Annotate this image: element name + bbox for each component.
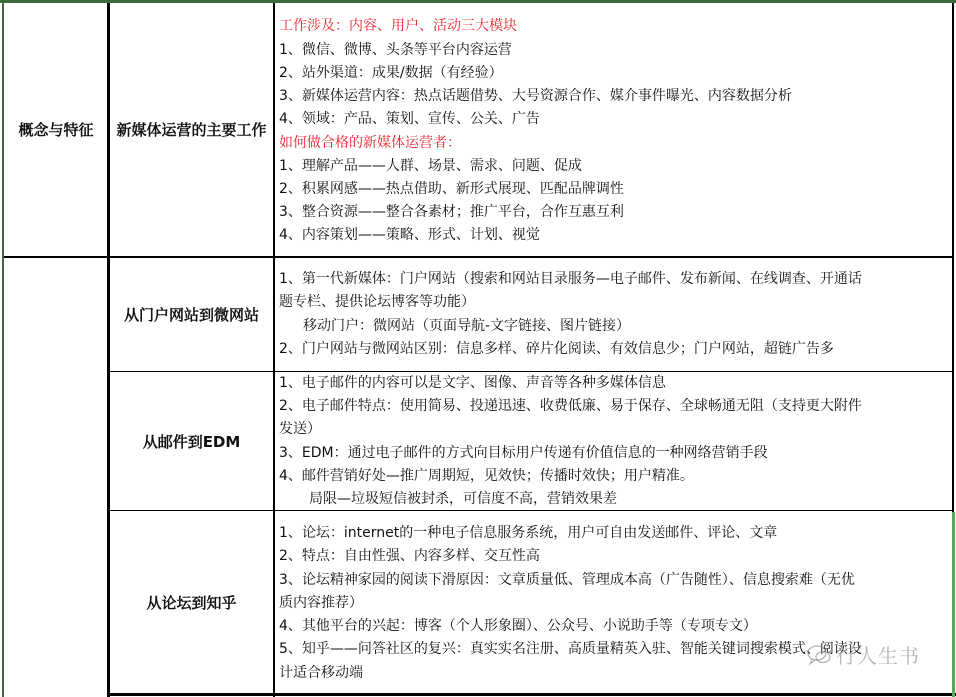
subcategory-label: 从门户网站到微网站 [123,306,259,324]
content-line: 1、第一代新媒体：门户网站（搜索和网站目录服务—电子邮件、发布新闻、在线调查、开通话 [279,271,862,288]
content-line: 1、理解产品——人群、场景、需求、问题、促成 [279,157,582,174]
subcategory-cell[interactable] [110,512,273,693]
border-horizontal [107,510,954,511]
content-line: 1、论坛：internet的一种电子信息服务系统，用户可自由发送邮件、评论、文章 [279,525,778,542]
content-line: 2、电子邮件特点：使用简易、投递迅速、收费低廉、易于保存、全球畅通无阻（支持更大附件 [279,398,862,415]
content-cell[interactable] [275,258,952,371]
content-line: 发送） [279,421,321,438]
border-horizontal [107,371,954,372]
subcategory-label: 从邮件到EDM [142,433,241,451]
content-line: 题专栏、提供论坛博客等功能） [279,294,475,311]
watermark [806,640,920,669]
content-line: 质内容推荐） [279,594,363,611]
grid-edge-left [2,0,4,697]
subcategory-label: 新媒体运营的主要工作 [116,121,267,139]
selection-edge-right [952,512,955,697]
content-cell[interactable] [275,3,952,256]
border-vertical [273,0,275,697]
content-line: 1、微信、微博、头条等平台内容运营 [279,41,512,58]
watermark-text: 行人生书 [836,644,920,668]
content-line: 4、领域：产品、策划、宣传、公关、广告 [279,111,540,128]
content-line: 2、门户网站与微网站区别：信息多样、碎片化阅读、有效信息少；门户网站，超链广告多 [279,340,834,357]
content-line: 局限—垃圾短信被封杀，可信度不高，营销效果差 [309,490,617,507]
content-line: 3、EDM：通过电子邮件的方式向目标用户传递有价值信息的一种网络营销手段 [279,444,768,461]
content-line: 3、论坛精神家园的阅读下滑原因：文章质量低、管理成本高（广告随性）、信息搜索难（无优 [279,571,855,588]
content-line: 2、站外渠道：成果/数据（有经验） [279,64,503,81]
category-cell-history[interactable] [4,258,108,697]
subcategory-cell[interactable] [110,373,273,510]
border-vertical [107,0,110,697]
content-line: 如何做合格的新媒体运营者： [279,134,461,151]
content-line: 计适合移动端 [279,664,363,681]
grid-edge-top [0,0,956,3]
content-line: 5、知乎——问答社区的复兴：真实实名注册、高质量精英入驻、智能关键词搜索模式、阅读设 [279,641,862,658]
content-line: 4、内容策划——策略、形式、计划、视觉 [279,227,540,244]
content-cell[interactable] [275,373,952,510]
content-line: 3、新媒体运营内容：热点话题借势、大号资源合作、媒介事件曝光、内容数据分析 [279,88,792,105]
content-line: 3、整合资源——整合各素材；推广平台，合作互惠互利 [279,204,624,221]
subcategory-label: 从论坛到知乎 [146,594,237,612]
category-label: 概念与特征 [18,121,94,139]
category-cell-concept[interactable] [4,3,108,256]
content-line: 4、邮件营销好处—推广周期短，见效快；传播时效快；用户精准。 [279,467,694,484]
border-horizontal [4,256,954,258]
border-horizontal [107,693,956,696]
content-line: 4、其他平台的兴起：博客（个人形象圈）、公众号、小说助手等（专项专文） [279,618,757,635]
subcategory-cell[interactable] [110,258,273,371]
subcategory-cell[interactable] [110,3,273,256]
content-line: 工作涉及：内容、用户、活动三大模块 [279,18,517,35]
content-line: 1、电子邮件的内容可以是文字、图像、声音等各种多媒体信息 [279,374,666,391]
content-line: 2、积累网感——热点借助、新形式展现、匹配品牌调性 [279,180,624,197]
content-line: 2、特点：自由性强、内容多样、交互性高 [279,548,540,565]
content-line: 移动门户：微网站（页面导航-文字链接、图片链接） [303,317,631,334]
wechat-bubble-icon [806,644,832,666]
